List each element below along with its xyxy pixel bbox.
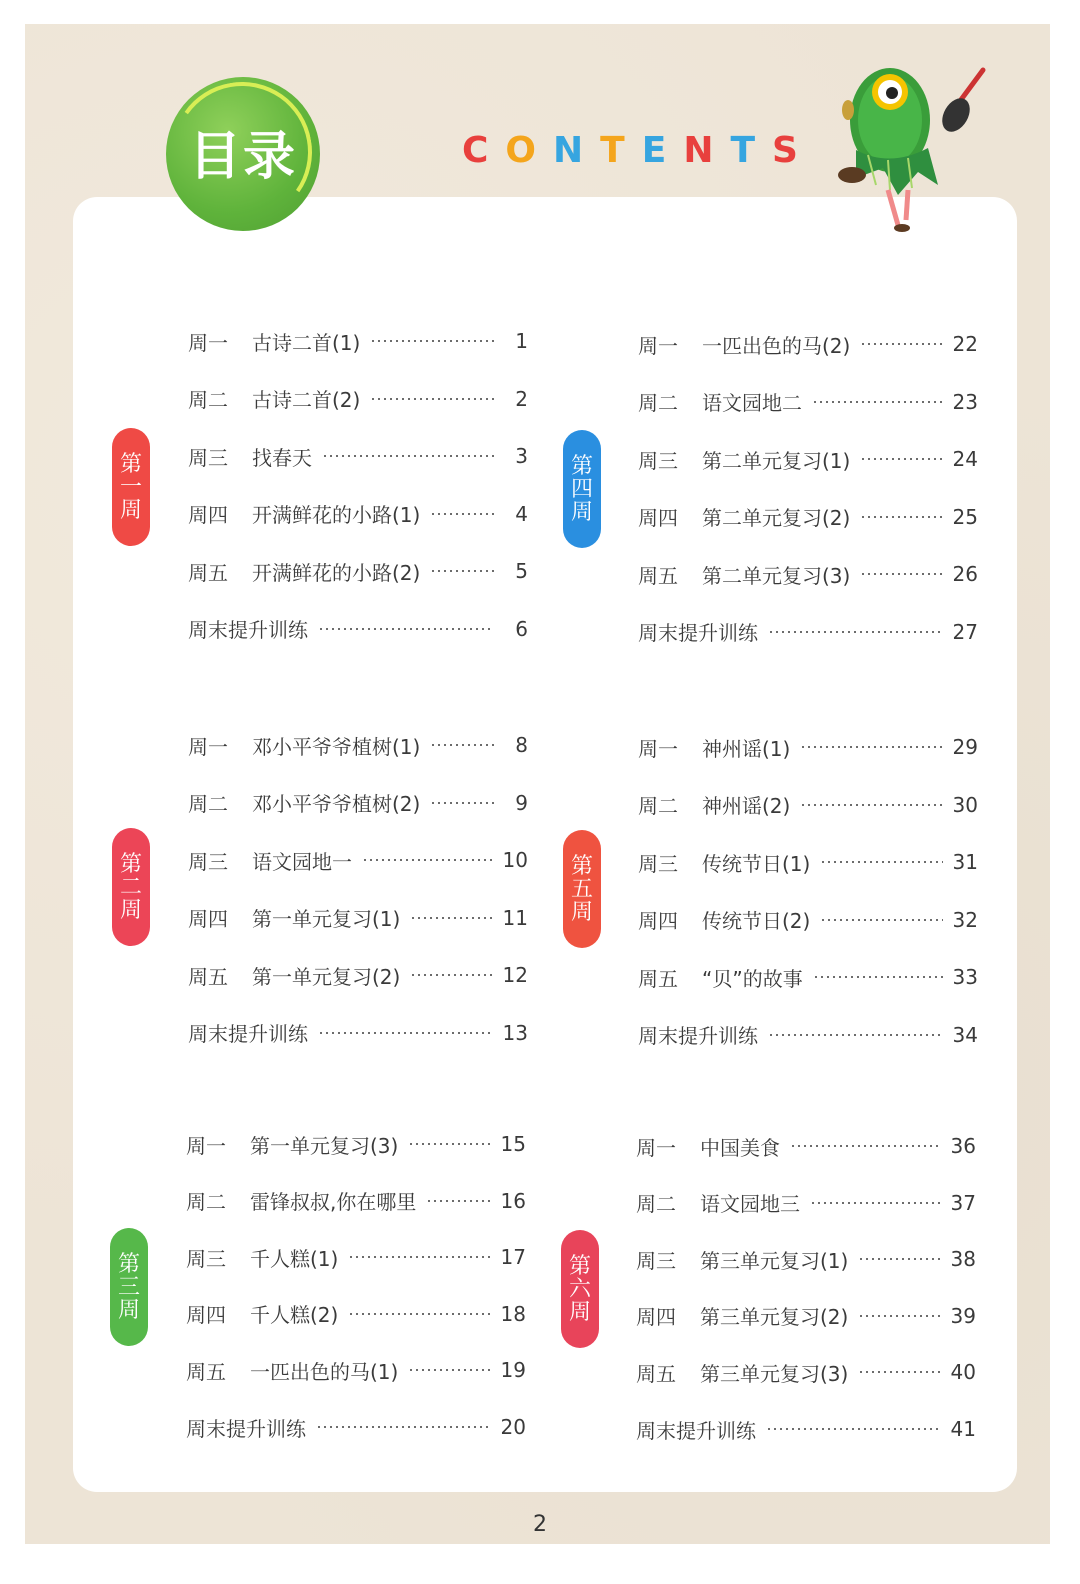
toc-lesson-title: 第三单元复习(3) bbox=[700, 1361, 849, 1386]
contents-letter: S bbox=[772, 130, 815, 171]
toc-entry[interactable] bbox=[638, 1020, 978, 1050]
week-badge bbox=[563, 830, 601, 948]
toc-day: 周二 bbox=[638, 794, 678, 818]
toc-leader-dots bbox=[820, 861, 942, 863]
toc-day: 周三 bbox=[188, 445, 228, 470]
toc-page-number: 36 bbox=[950, 1134, 976, 1158]
toc-entry[interactable] bbox=[186, 1412, 526, 1442]
toc-lesson-title: 一匹出色的马(2) bbox=[702, 333, 851, 358]
toc-leader-dots bbox=[408, 1369, 490, 1371]
toc-lesson-title: 中国美食 bbox=[700, 1135, 780, 1160]
week-badge-char: 五 bbox=[570, 876, 593, 902]
toc-lesson-title: 邓小平爷爷植树(1) bbox=[252, 734, 421, 759]
toc-lesson-title: 第二单元复习(2) bbox=[702, 506, 851, 530]
toc-page-number: 19 bbox=[500, 1358, 526, 1383]
toc-lesson-title: 第三单元复习(1) bbox=[700, 1248, 849, 1273]
week-badge-char: 周 bbox=[119, 897, 142, 923]
toc-lesson-title: 第三单元复习(2) bbox=[700, 1305, 849, 1330]
toc-entry[interactable] bbox=[636, 1131, 976, 1161]
contents-letter: C bbox=[462, 130, 506, 171]
toc-day: 周二 bbox=[636, 1192, 676, 1217]
toc-day: 周二 bbox=[186, 1190, 226, 1215]
toc-page-number: 13 bbox=[502, 1020, 528, 1045]
toc-page-number: 12 bbox=[502, 963, 528, 987]
toc-entry[interactable] bbox=[638, 559, 978, 589]
toc-entry[interactable] bbox=[188, 1018, 528, 1048]
toc-entry[interactable] bbox=[188, 614, 528, 644]
toc-leader-dots bbox=[858, 1371, 940, 1373]
toc-page-number: 18 bbox=[500, 1301, 526, 1326]
toc-entry[interactable] bbox=[638, 732, 978, 762]
toc-leader-dots bbox=[820, 919, 942, 921]
toc-page-number: 11 bbox=[502, 905, 528, 930]
toc-day: 周末提升训练 bbox=[638, 621, 758, 645]
toc-day: 周四 bbox=[638, 909, 678, 933]
toc-day: 周末提升训练 bbox=[186, 1416, 306, 1441]
toc-lesson-title: 千人糕(1) bbox=[250, 1246, 339, 1271]
toc-day: 周一 bbox=[638, 333, 678, 358]
toc-entry[interactable] bbox=[188, 788, 528, 818]
toc-entry[interactable] bbox=[636, 1357, 976, 1387]
toc-entry[interactable] bbox=[638, 617, 978, 647]
toc-entry[interactable] bbox=[638, 444, 978, 474]
toc-day: 周一 bbox=[638, 736, 678, 761]
toc-leader-dots bbox=[860, 458, 942, 460]
toc-page-number: 8 bbox=[515, 733, 528, 757]
toc-page-number: 9 bbox=[515, 790, 528, 815]
toc-day: 周二 bbox=[638, 391, 678, 415]
toc-entry[interactable] bbox=[188, 384, 528, 414]
contents-letter: N bbox=[553, 130, 601, 171]
week-badge-char: 第 bbox=[570, 453, 593, 479]
toc-lesson-title: 语文园地二 bbox=[702, 391, 802, 415]
toc-lesson-title: 传统节日(2) bbox=[702, 909, 811, 933]
toc-entry[interactable] bbox=[188, 556, 528, 586]
toc-page-number: 1 bbox=[515, 329, 528, 353]
toc-leader-dots bbox=[860, 573, 942, 575]
toc-leader-dots bbox=[768, 631, 943, 633]
toc-day: 周一 bbox=[186, 1133, 226, 1158]
week-badge-char: 第 bbox=[119, 851, 142, 877]
toc-leader-dots bbox=[430, 802, 494, 804]
toc-lesson-title: 第一单元复习(1) bbox=[252, 907, 401, 931]
page-number: 2 bbox=[533, 1512, 547, 1537]
toc-day: 周四 bbox=[186, 1303, 226, 1328]
toc-entry[interactable] bbox=[188, 845, 528, 875]
toc-day: 周一 bbox=[188, 330, 228, 355]
toc-leader-dots bbox=[430, 744, 494, 746]
toc-entry[interactable] bbox=[636, 1301, 976, 1331]
toc-day: 周四 bbox=[188, 503, 228, 527]
toc-page-number: 40 bbox=[950, 1360, 976, 1385]
toc-leader-dots bbox=[810, 1202, 941, 1204]
week-badge bbox=[563, 430, 601, 548]
week-badge bbox=[110, 1228, 148, 1346]
toc-day: 周四 bbox=[188, 907, 228, 931]
week-badge-char: 周 bbox=[570, 899, 593, 925]
toc-leader-dots bbox=[800, 746, 942, 748]
toc-leader-dots bbox=[858, 1315, 940, 1317]
toc-entry[interactable] bbox=[188, 499, 528, 529]
contents-letter: T bbox=[730, 130, 773, 171]
toc-lesson-title: 开满鲜花的小路(2) bbox=[252, 560, 421, 585]
week-badge-char: 第 bbox=[119, 451, 142, 477]
contents-letter: N bbox=[683, 130, 731, 171]
toc-leader-dots bbox=[318, 628, 494, 630]
toc-entry[interactable] bbox=[638, 962, 978, 992]
toc-page-number: 37 bbox=[950, 1190, 976, 1215]
toc-day: 周二 bbox=[188, 792, 228, 816]
toc-page-number: 29 bbox=[952, 735, 978, 759]
toc-page-number: 16 bbox=[500, 1188, 526, 1213]
toc-entry[interactable] bbox=[186, 1129, 526, 1159]
toc-day: 周五 bbox=[186, 1359, 226, 1384]
toc-entry[interactable] bbox=[636, 1188, 976, 1218]
toc-page-number: 4 bbox=[515, 501, 528, 526]
toc-leader-dots bbox=[370, 398, 494, 400]
toc-day: 周末提升训练 bbox=[636, 1418, 756, 1443]
toc-day: 周五 bbox=[188, 560, 228, 585]
toc-leader-dots bbox=[348, 1256, 490, 1258]
toc-page-number: 39 bbox=[950, 1303, 976, 1328]
week-badge-char: 第 bbox=[568, 1253, 591, 1279]
toc-entry[interactable] bbox=[636, 1414, 976, 1444]
toc-lesson-title: 神州谣(1) bbox=[702, 736, 791, 761]
toc-leader-dots bbox=[860, 516, 942, 518]
toc-lesson-title: “贝”的故事 bbox=[702, 966, 803, 991]
toc-day: 周末提升训练 bbox=[188, 1022, 308, 1046]
week-badge-char: 第 bbox=[570, 853, 593, 879]
toc-leader-dots bbox=[410, 974, 492, 976]
toc-entry[interactable] bbox=[186, 1355, 526, 1385]
toc-page-number: 26 bbox=[952, 562, 978, 586]
toc-day: 周三 bbox=[188, 849, 228, 874]
toc-entry[interactable] bbox=[638, 502, 978, 532]
toc-lesson-title: 古诗二首(2) bbox=[252, 388, 361, 412]
toc-page-number: 33 bbox=[952, 965, 978, 989]
toc-lesson-title: 语文园地三 bbox=[700, 1192, 800, 1217]
toc-entry[interactable] bbox=[638, 329, 978, 359]
toc-day: 周末提升训练 bbox=[188, 618, 308, 642]
toc-entry[interactable] bbox=[638, 847, 978, 877]
toc-lesson-title: 找春天 bbox=[252, 445, 312, 470]
toc-entry[interactable] bbox=[188, 960, 528, 990]
toc-leader-dots bbox=[812, 401, 943, 403]
week-badge-char: 周 bbox=[117, 1297, 140, 1323]
toc-leader-dots bbox=[790, 1145, 941, 1147]
week-badge-char: 二 bbox=[119, 874, 142, 900]
toc-leader-dots bbox=[410, 917, 492, 919]
toc-page-number: 3 bbox=[515, 444, 528, 468]
toc-leader-dots bbox=[408, 1143, 490, 1145]
toc-entry[interactable] bbox=[638, 905, 978, 935]
toc-entry[interactable] bbox=[638, 387, 978, 417]
toc-leader-dots bbox=[318, 1032, 493, 1034]
toc-page-number: 22 bbox=[952, 332, 978, 356]
week-badge-char: 四 bbox=[570, 476, 593, 502]
toc-day: 周二 bbox=[188, 388, 228, 412]
toc-page-number: 25 bbox=[952, 504, 978, 529]
toc-leader-dots bbox=[316, 1426, 491, 1428]
toc-lesson-title: 第二单元复习(3) bbox=[702, 563, 851, 588]
toc-leader-dots bbox=[362, 859, 493, 861]
toc-day: 周五 bbox=[638, 563, 678, 588]
toc-lesson-title: 第一单元复习(2) bbox=[252, 964, 401, 989]
toc-page-number: 38 bbox=[950, 1247, 976, 1272]
toc-page-number: 6 bbox=[515, 616, 528, 641]
toc-entry[interactable] bbox=[188, 441, 528, 471]
toc-day: 周五 bbox=[188, 964, 228, 989]
week-badge-char: 周 bbox=[119, 497, 142, 523]
toc-leader-dots bbox=[858, 1258, 940, 1260]
toc-page-number: 27 bbox=[952, 619, 978, 644]
mascot-illustration bbox=[828, 50, 998, 235]
toc-lesson-title: 神州谣(2) bbox=[702, 794, 791, 818]
toc-leader-dots bbox=[430, 513, 494, 515]
toc-lesson-title: 邓小平爷爷植树(2) bbox=[252, 792, 421, 816]
toc-day: 周五 bbox=[636, 1361, 676, 1386]
contents-letter: O bbox=[505, 130, 554, 171]
toc-page-number: 23 bbox=[952, 389, 978, 414]
toc-lesson-title: 第一单元复习(3) bbox=[250, 1133, 399, 1158]
toc-leader-dots bbox=[860, 343, 942, 345]
toc-entry[interactable] bbox=[188, 903, 528, 933]
toc-lesson-title: 千人糕(2) bbox=[250, 1303, 339, 1328]
contents-letter: E bbox=[641, 130, 684, 171]
toc-day: 周四 bbox=[638, 506, 678, 530]
toc-entry[interactable] bbox=[636, 1244, 976, 1274]
page-title: 目录 bbox=[188, 126, 297, 187]
toc-page-number: 30 bbox=[952, 792, 978, 817]
toc-lesson-title: 语文园地一 bbox=[252, 849, 352, 874]
toc-page-number: 2 bbox=[515, 386, 528, 411]
week-badge-char: 一 bbox=[119, 474, 142, 500]
toc-day: 周一 bbox=[636, 1135, 676, 1160]
toc-lesson-title: 古诗二首(1) bbox=[252, 330, 361, 355]
toc-page-number: 34 bbox=[952, 1022, 978, 1047]
toc-day: 周一 bbox=[188, 734, 228, 759]
week-badge-char: 六 bbox=[568, 1276, 591, 1302]
week-badge-char: 周 bbox=[570, 499, 593, 525]
week-badge-char: 三 bbox=[117, 1274, 140, 1300]
week-badge bbox=[112, 828, 150, 946]
toc-day: 周三 bbox=[638, 851, 678, 876]
toc-page-number: 24 bbox=[952, 447, 978, 471]
toc-leader-dots bbox=[768, 1034, 943, 1036]
toc-leader-dots bbox=[348, 1313, 490, 1315]
toc-entry[interactable] bbox=[638, 790, 978, 820]
toc-entry[interactable] bbox=[188, 326, 528, 356]
toc-leader-dots bbox=[426, 1200, 490, 1202]
toc-day: 周三 bbox=[636, 1248, 676, 1273]
toc-leader-dots bbox=[430, 570, 494, 572]
toc-page-number: 32 bbox=[952, 907, 978, 932]
toc-day: 周末提升训练 bbox=[638, 1024, 758, 1048]
toc-entry[interactable] bbox=[186, 1186, 526, 1216]
toc-day: 周三 bbox=[638, 448, 678, 473]
week-badge-char: 第 bbox=[117, 1251, 140, 1277]
toc-day: 周四 bbox=[636, 1305, 676, 1330]
toc-page-number: 15 bbox=[500, 1132, 526, 1156]
toc-page-number: 31 bbox=[952, 850, 978, 874]
toc-lesson-title: 传统节日(1) bbox=[702, 851, 811, 876]
contents-heading bbox=[462, 130, 815, 171]
contents-letter: T bbox=[600, 130, 642, 171]
toc-day: 周三 bbox=[186, 1246, 226, 1271]
toc-page-number: 5 bbox=[515, 559, 528, 583]
toc-entry[interactable] bbox=[186, 1242, 526, 1272]
toc-page-number: 20 bbox=[500, 1415, 526, 1439]
toc-day: 周五 bbox=[638, 966, 678, 991]
toc-entry[interactable] bbox=[186, 1299, 526, 1329]
toc-lesson-title: 第二单元复习(1) bbox=[702, 448, 851, 473]
toc-leader-dots bbox=[370, 340, 494, 342]
toc-leader-dots bbox=[322, 455, 494, 457]
week-badge bbox=[561, 1230, 599, 1348]
week-badge-char: 周 bbox=[568, 1299, 591, 1325]
toc-lesson-title: 一匹出色的马(1) bbox=[250, 1359, 399, 1384]
toc-leader-dots bbox=[766, 1428, 941, 1430]
toc-page-number: 10 bbox=[502, 848, 528, 872]
week-badge bbox=[112, 428, 150, 546]
toc-page-number: 41 bbox=[950, 1417, 976, 1441]
toc-page-number: 17 bbox=[500, 1245, 526, 1270]
toc-leader-dots bbox=[800, 804, 942, 806]
toc-entry[interactable] bbox=[188, 730, 528, 760]
toc-lesson-title: 雷锋叔叔,你在哪里 bbox=[250, 1190, 417, 1215]
toc-leader-dots bbox=[813, 976, 943, 978]
toc-lesson-title: 开满鲜花的小路(1) bbox=[252, 503, 421, 527]
